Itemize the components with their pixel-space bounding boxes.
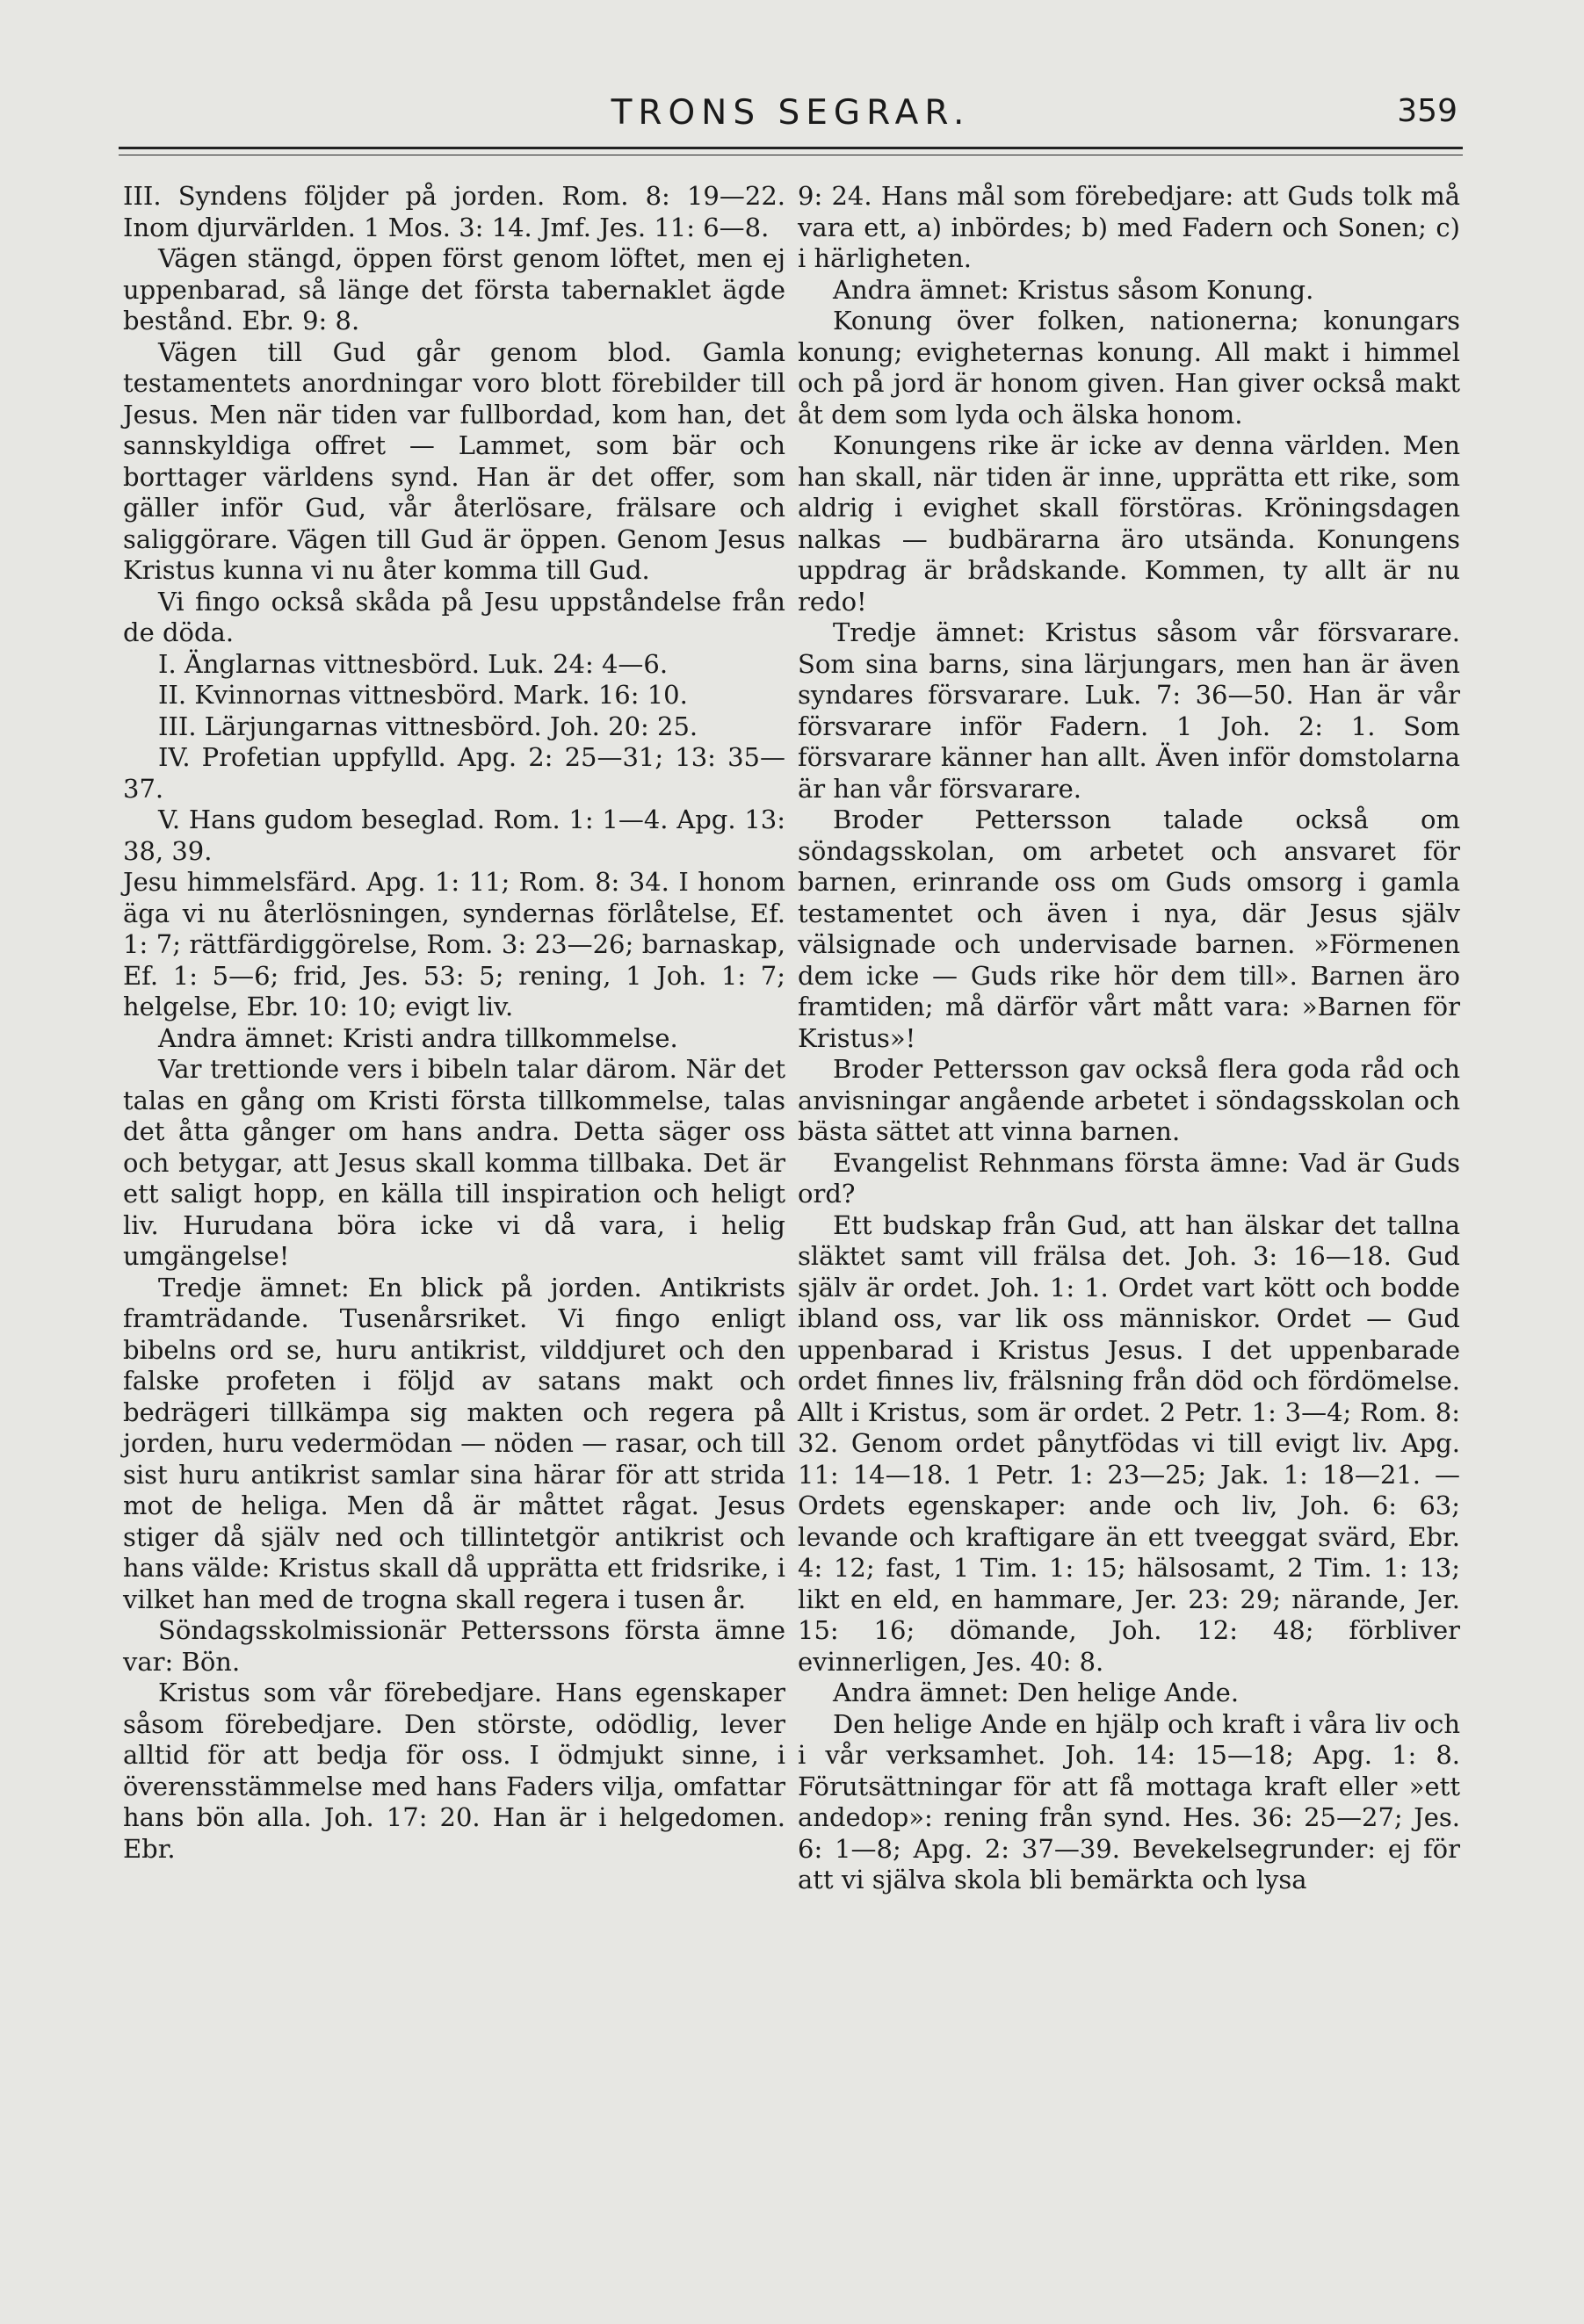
paragraph: Broder Pettersson talade också om söndagsskolan, om arbetet och ansvaret för barnen, erinrande oss om Guds omsorg i gamla testamentet och även i nya, där Jesus själv välsignade och undervisade barnen. »Förmenen dem icke — Guds rike hör dem till». Barnen äro framtiden; må därför vårt mått vara: »Barnen för Kristus»! [798, 805, 1460, 1053]
paragraph: Var trettionde vers i bibeln talar därom. När det talas en gång om Kristi första tillkommelse, talas det åtta gånger om hans andra. Detta säger oss och betygar, att Jesus skall komma tillbaka. Det är ett saligt hopp, en källa till inspiration och heligt liv. Hurudana böra icke vi då vara, i helig umgängelse! [123, 1054, 785, 1271]
section-heading: Andra ämnet: Kristi andra tillkommelse. [158, 1022, 678, 1053]
list-item: III. Lärjungarnas vittnesbörd. Joh. 20: 25. [158, 711, 698, 741]
section-heading: Andra ämnet: Kristus såsom Konung. [833, 274, 1314, 305]
header-rule [119, 147, 1463, 149]
running-title: TRONS SEGRAR. [611, 93, 971, 133]
list-item: I. Änglarnas vittnesbörd. Luk. 24: 4—6. [158, 648, 669, 679]
section-heading-paragraph: Tredje ämnet: Kristus såsom vår försvarare. Som sina barns, sina lärjungars, men han är även syndares försvarare. Luk. 7: 36—50. Han är vår försvarare inför Fadern. 1 Joh. 2: 1. Som försvarare känner han allt. Även inför domstolarna är han vår försvarare. [798, 617, 1460, 804]
paragraph: Vägen till Gud går genom blod. Gamla testamentets anordningar voro blott förebilder till Jesus. Men när tiden var fullbordad, kom han, det sannskyldiga offret — Lammet, som bär och borttager världens synd. Han är det offer, som gäller inför Gud, vår återlösare, frälsare och saliggörare. Vägen till Gud är öppen. Genom Jesus Kristus kunna vi nu åter komma till Gud. [123, 336, 785, 585]
list-item: II. Kvinnornas vittnesbörd. Mark. 16: 10. [158, 680, 688, 710]
section-heading-paragraph: Tredje ämnet: En blick på jorden. Antikrists framträdande. Tusenårsriket. Vi fingo enligt bibelns ord se, huru antikrist, vilddjuret och den falske profeten i följd av satans makt och bedrägeri tillkämpa sig makten och regera på jorden, huru vedermödan — nöden — rasar, och till sist huru antikrist samlar sina härar för att strida mot de heliga. Men då är måttet rågat. Jesus stiger då själv ned och tillintetgör antikrist och hans välde: Kristus skall då upprätta ett fridsrike, i vilket han med de trogna skall regera i tusen år. [123, 1272, 785, 1614]
paragraph: III. Syndens följder på jorden. Rom. 8: 19—22. Inom djurvärlden. 1 Mos. 3: 14. Jmf. Jes. 11: 6—8. [123, 181, 785, 242]
paragraph: Konung över folken, nationerna; konungars konung; evigheternas konung. All makt i himmel och på jord är honom given. Han giver också makt åt dem som lyda och älska honom. [798, 306, 1460, 429]
paragraph: Jesu himmelsfärd. Apg. 1: 11; Rom. 8: 34. I honom äga vi nu återlösningen, syndernas förlåtelse, Ef. 1: 7; rättfärdiggörelse, Rom. 3: 23—26; barnaskap, Ef. 1: 5—6; frid, Jes. 53: 5; rening, 1 Joh. 1: 7; helgelse, Ebr. 10: 10; evigt liv. [123, 867, 785, 1021]
paragraph: Den helige Ande en hjälp och kraft i våra liv och i vår verksamhet. Joh. 14: 15—18; Apg. 1: 8. Förutsättningar för att få mottaga kraft eller »ett andedop»: rening från synd. Hes. 36: 25—27; Jes. 6: 1—8; Apg. 2: 37—39. Bevekelsegrunder: ej för att vi själva skola bli bemärkta och lysa [798, 1708, 1460, 1895]
page-number: 359 [1397, 93, 1457, 129]
section-heading: Evangelist Rehnmans första ämne: Vad är Guds ord? [798, 1147, 1460, 1209]
paragraph: Vägen stängd, öppen först genom löftet, men ej uppenbarad, så länge det första tabernaklet ägde bestånd. Ebr. 9: 8. [123, 243, 785, 336]
list-item: IV. Profetian uppfylld. Apg. 2: 25—31; 13: 35—37. [123, 742, 785, 804]
paragraph: Söndagsskolmissionär Petterssons första ämne var: Bön. [123, 1615, 785, 1677]
paragraph: Konungens rike är icke av denna världen. Men han skall, när tiden är inne, upprätta ett rike, som aldrig i evighet skall förstöras. Kröningsdagen nalkas — budbärarna äro utsända. Konungens uppdrag är brådskande. Kommen, ty allt är nu redo! [798, 430, 1460, 617]
paragraph: Vi fingo också skåda på Jesu uppståndelse från de döda. [123, 586, 785, 647]
section-heading: Andra ämnet: Den helige Ande. [833, 1678, 1240, 1707]
paragraph: Broder Pettersson gav också flera goda råd och anvisningar angående arbetet i söndagsskolan och bästa sättet att vinna barnen. [798, 1054, 1460, 1146]
paragraph: 9: 24. Hans mål som förebedjare: att Guds tolk må vara ett, a) inbördes; b) med Fadern och Sonen; c) i härligheten. [798, 181, 1460, 273]
paragraph: Ett budskap från Gud, att han älskar det tallna släktet samt vill frälsa det. Joh. 3: 16—18. Gud själv är ordet. Joh. 1: 1. Ordet vart kött och bodde ibland oss, var lik oss människor. Ordet — Gud uppenbarad i Kristus Jesus. I det uppenbarade ordet finnes liv, frälsning från död och fördömelse. Allt i Kristus, som är ordet. 2 Petr. 1: 3—4; Rom. 8: 32. Genom ordet pånytfödas vi till evigt liv. Apg. 11: 14—18. 1 Petr. 1: 23—25; Jak. 1: 18—21. — Ordets egenskaper: ande och liv, Joh. 6: 63; levande och kraftigare än ett tveeggat svärd, Ebr. 4: 12; fast, 1 Tim. 1: 15; hälsosamt, 2 Tim. 1: 13; likt en eld, en hammare, Jer. 23: 29; närande, Jer. 15: 16; dömande, Joh. 12: 48; förbliver evinnerligen, Jes. 40: 8. [798, 1209, 1460, 1677]
right-column [798, 181, 1460, 1896]
list-item: V. Hans gudom beseglad. Rom. 1: 1—4. Apg. 13: 38, 39. [123, 805, 785, 866]
paragraph: Kristus som vår förebedjare. Hans egenskaper såsom förebedjare. Den störste, odödlig, lever alltid för att bedja för oss. I ödmjukt sinne, i överensstämmelse med hans Faders vilja, omfattar hans bön alla. Joh. 17: 20. Han är i helgedomen. Ebr. [123, 1678, 785, 1864]
left-column [123, 181, 785, 1865]
